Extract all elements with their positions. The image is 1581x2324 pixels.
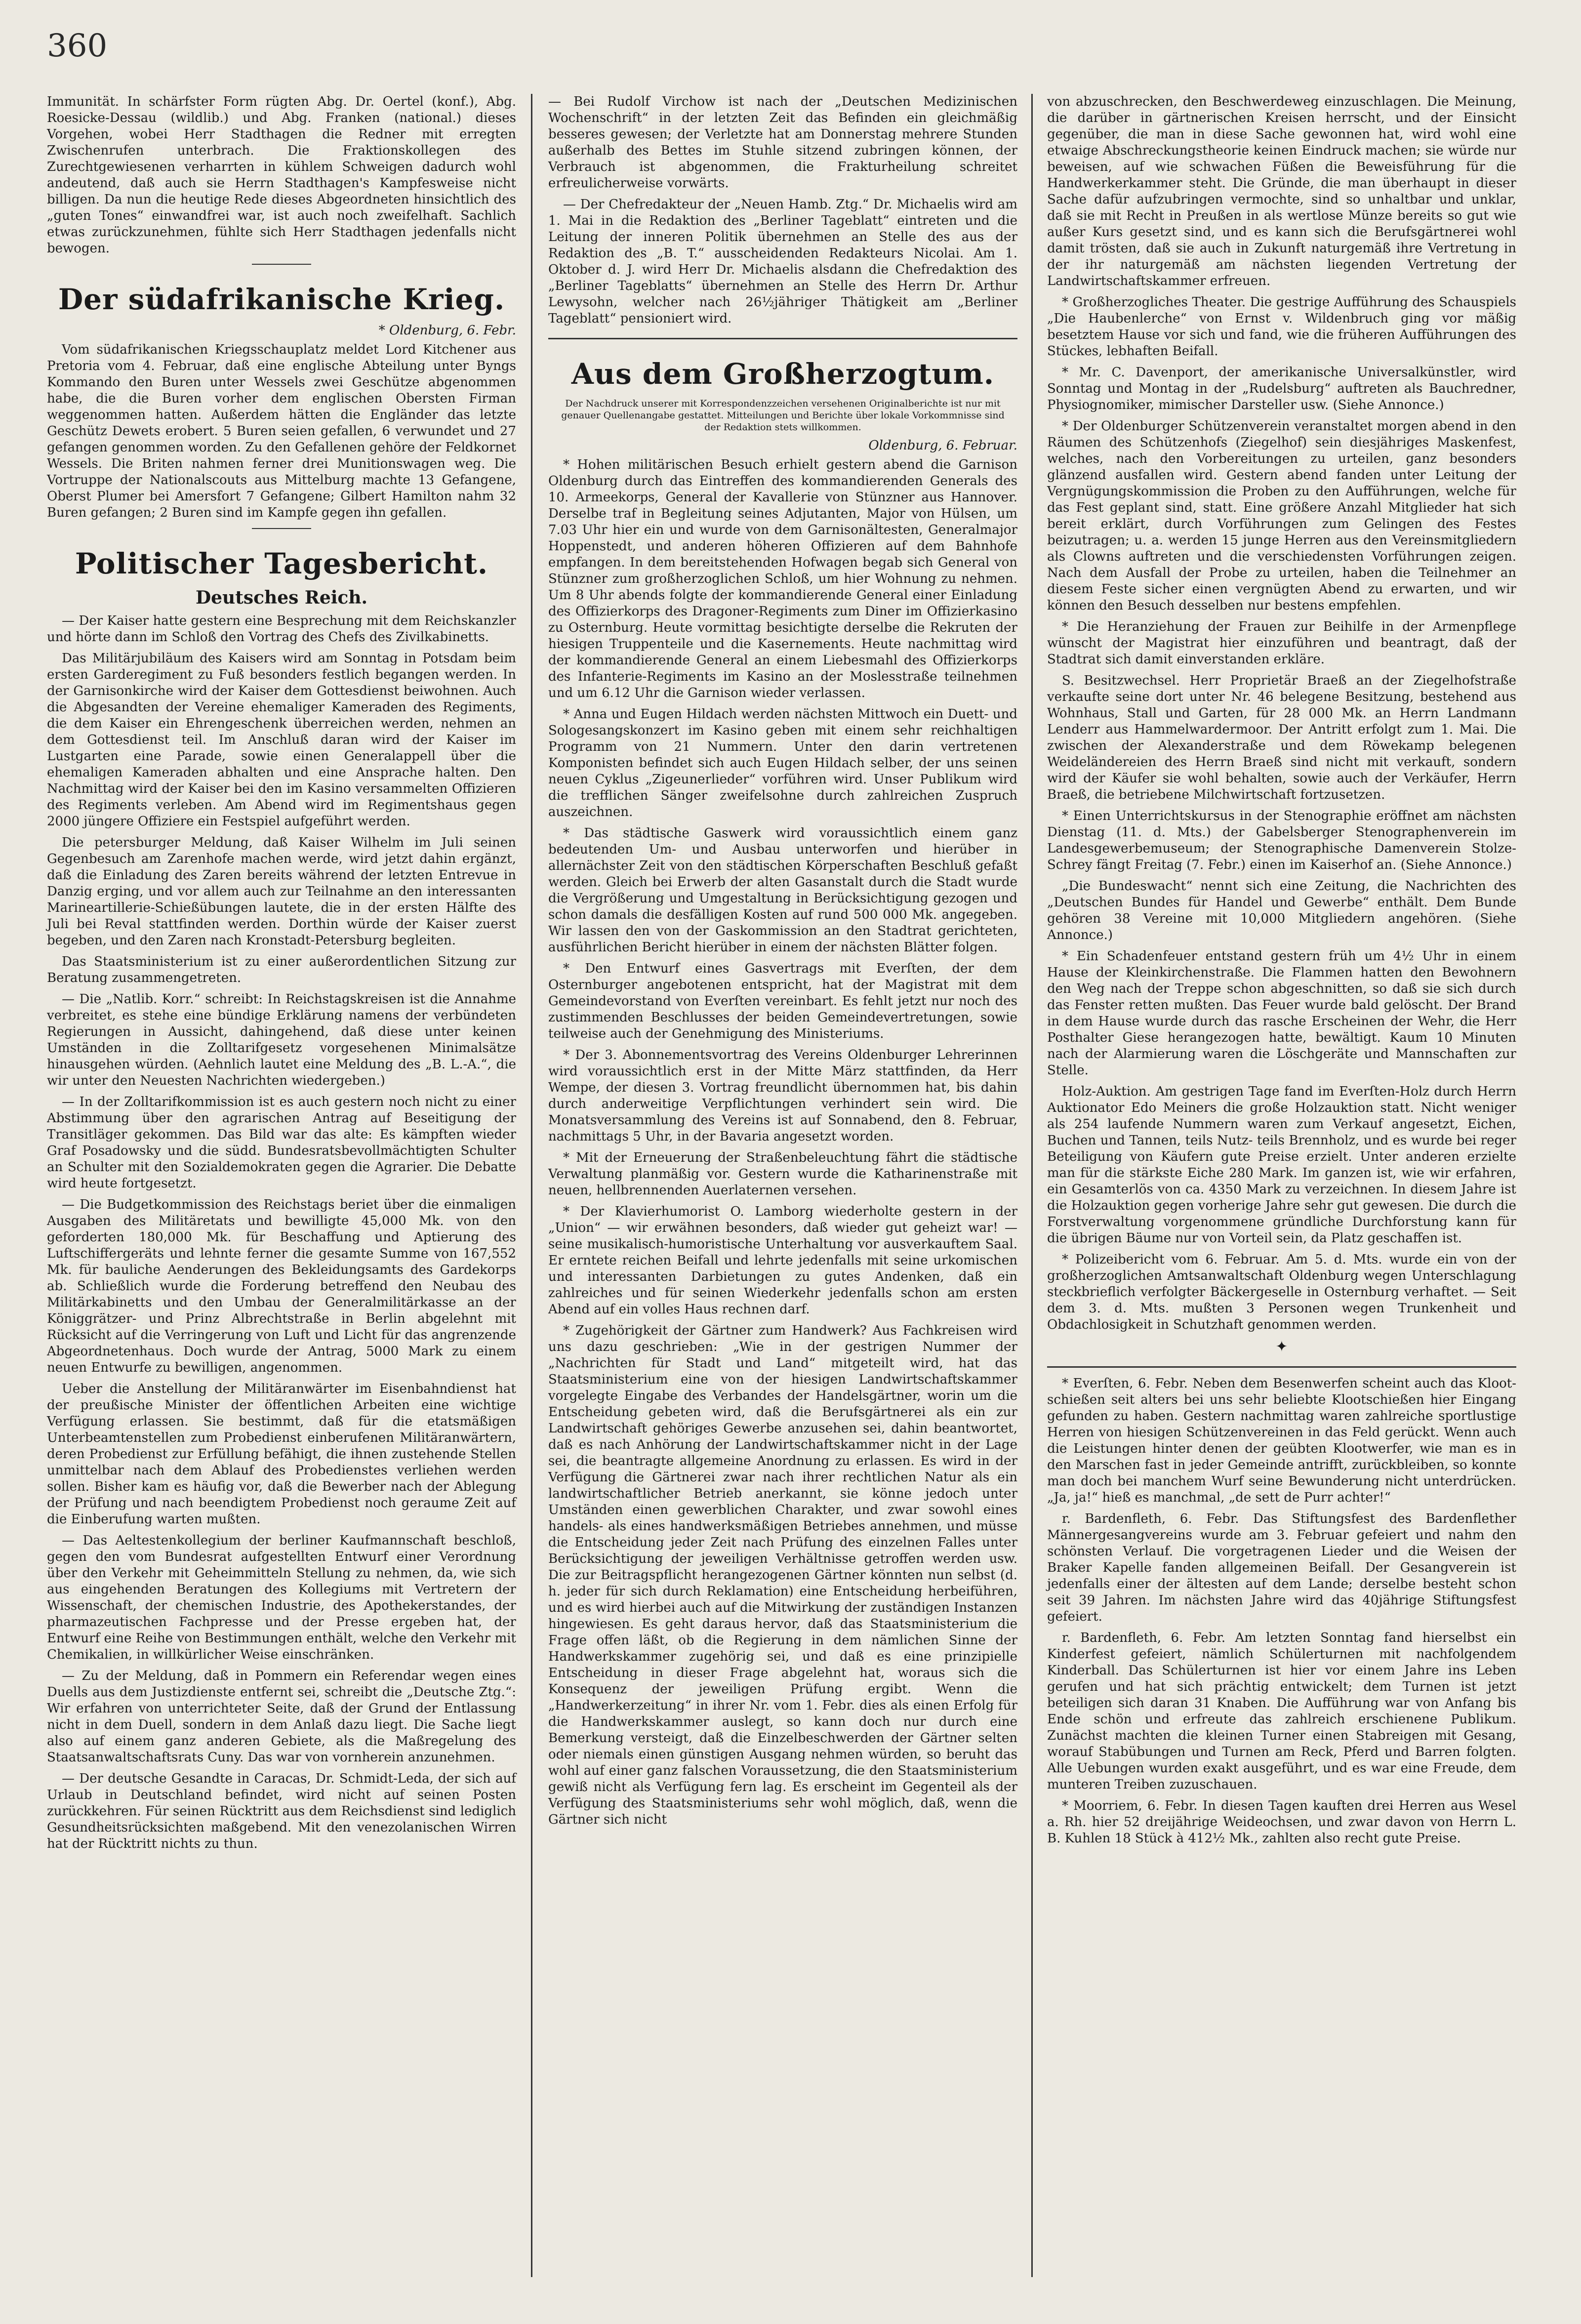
article-paragraph: — Die „Natlib. Korr.“ schreibt: In Reichstagskreisen ist die Annahme verbreitet, es stehe eine bündige Erklärung namens der verbündeten Regierungen in Aussicht, dahingehend, daß diese unter keinen Umständen in die Zolltarifgesetz vorgesehenen Minimalsätze hinausgehen würden. (Aehnlich lautet eine Meldung des „B. L.-A.“, die wir unter den Neuesten Nachrichten wiedergeben.): [47, 992, 516, 1088]
article-paragraph: * Die Heranziehung der Frauen zur Beihilfe in der Armenpflege wünscht der Magistrat hier einzuführen und beantragt, daß der Stadtrat sich damit einverstanden erkläre.: [1047, 619, 1516, 667]
ornament-divider: ✦: [1275, 1338, 1288, 1355]
dateline: Oldenburg, 6. Februar.: [868, 438, 1017, 453]
article-paragraph: Immunität. In schärfster Form rügten Abg. Dr. Oertel (konf.), Abg. Roesicke-Dessau (wildlib.) und Abg. Franken (national.) dieses Vorgehen, wobei Herr Stadthagen die Redner mit erregten Zwischenrufen unterbrach. Die Fraktionskollegen des Zurechtgewiesenen verharrten in kühlem Schweigen dadurch wohl andeutend, daß auch sie Herrn Stadthagen's Kampfesweise nicht billigen. Da nun die heutige Rede dieses Abgeordneten hinsichtlich des „guten Tones“ einwandfrei war, ist auch noch zweifelhaft. Sachlich etwas zurückzunehmen, fühlte sich Herr Stadthagen jedenfalls nicht bewogen.: [47, 94, 516, 256]
article-paragraph: — Die Budgetkommission des Reichstags beriet über die einmaligen Ausgaben des Militäretats und bewilligte 45,000 Mk. von den geforderten 180,000 Mk. für Beschaffung und Aptierung des Luftschiffergeräts und lehnte ferner die gesamte Summe von 167,552 Mk. für bauliche Aenderungen des Bekleidungsamts des Gardekorps ab. Schließlich wurde die Forderung betreffend den Neubau des Militärkabinetts und den Umbau der Generalmilitärkasse an der Königgrätzer- und Prinz Albrechtstraße in Berlin abgelehnt mit Rücksicht auf die Verringerung von Luft und Licht für das angrenzende Abgeordnetenhaus. Doch wurde der Antrag, 5000 Mark zu einem neuen Entwurfe zu bewilligen, angenommen.: [47, 1197, 516, 1375]
article-paragraph: Holz-Auktion. Am gestrigen Tage fand im Everſten-Holz durch Herrn Auktionator Edo Meiners die große Holzauktion statt. Nicht weniger als 254 laufende Nummern waren zum Verkauf angesetzt, Eichen, Buchen und Tannen, teils Nutz- teils Brennholz, und es wurde bei reger Beteiligung von Käufern gute Preise erzielt. Unter anderen erzielte man für die stärkste Eiche 280 Mark. Im ganzen ist, wie wir erfahren, ein Gesamterlös von ca. 4350 Mark zu verzeichnen. In diesem Jahre ist die Holzauktion gegen vorherige Jahre sehr gut gewesen. Die durch die Forstverwaltung vorgenommene gründliche Durchforstung kann für die übrigen Bäume nur von Vorteil sein, da Platz geschaffen ist.: [1047, 1084, 1516, 1246]
column-rule: [531, 94, 532, 2277]
article-paragraph: * Mit der Erneuerung der Straßenbeleuchtung fährt die städtische Verwaltung planmäßig vor. Gestern wurde die Katharinenstraße mit neuen, hellbrennenden Auerlaternen versehen.: [548, 1150, 1017, 1198]
divider: [252, 528, 311, 529]
column-rule: [1031, 94, 1033, 2277]
article-paragraph: * Zugehörigkeit der Gärtner zum Handwerk? Aus Fachkreisen wird uns dazu geschrieben: „Wie in der gestrigen Nummer der „Nachrichten für Stadt und Land“ mitgeteilt wird, hat das Staatsministerium eine von der hiesigen Landwirtschaftskammer vorgelegte Eingabe des Verbandes der Handelsgärtner, worin um die Entscheidung gebeten wird, daß die Berufsgärtnerei als ein zur Landwirtschaft gehöriges Gewerbe anzusehen sei, dahin beantwortet, daß es nach Anhörung der Landwirtschaftskammer nicht in der Lage sei, die beantragte allgemeine Anordnung zu erlassen. Es wird in der Verfügung die Gärtnerei zwar nach ihrer rechtlichen Natur als ein landwirtschaftlicher Betrieb anerkannt, sie könne jedoch unter Umständen einen gewerblichen Charakter, und zwar sowohl eines handels- als eines handwerksmäßigen Betriebes annehmen, und müsse die Entscheidung jeder Zeit nach Prüfung des einzelnen Falles unter Berücksichtigung der jeweiligen Verhältnisse getroffen werden usw. Die zur Beitragspflicht herangezogenen Gärtner könnten nun selbst (d. h. jeder für sich durch Reklamation) eine Entscheidung herbeiführen, und es wird hierbei auch auf die Mitwirkung der zuständigen Instanzen hingewiesen. Es geht daraus hervor, daß das Staatsministerium die Frage offen läßt, ob die Regierung in dem nämlichen Sinne der Handwerkskammer zugehörig sei, und daß es eine prinzipielle Entscheidung in dieser Frage abgelehnt hat, woraus sich die Konsequenz der jeweiligen Prüfung ergibt. Wenn die „Handwerkerzeitung“ in ihrer Nr. vom 1. Febr. dies als einen Erfolg für die Handwerkskammer auslegt, so kann doch nur durch eine Bemerkung versteigt, daß die Einzelbeschwerden der Gärtner selten oder niemals einen günstigen Ausgang nehmen würden, so beruht das wohl auf einer ganz falschen Voraussetzung, die den Staatsministerium gewiß nicht als Verfügung fern lag. Es erscheint im Gegenteil als der Verfügung des Staatsministeriums sehr wohl möglich, daß, wenn die Gärtner sich nicht: [548, 1323, 1017, 1827]
dateline: * Oldenburg, 6. Febr.: [378, 323, 516, 338]
article-paragraph: Das Staatsministerium ist zu einer außerordentlichen Sitzung zur Beratung zusammengetreten.: [47, 954, 516, 985]
article-paragraph: — Das Aeltestenkollegium der berliner Kaufmannschaft beschloß, gegen den vom Bundesrat aufgestellten Entwurf einer Verordnung über den Verkehr mit Geheimmitteln Stellung zu nehmen, da, wie sich aus eingehenden Beratungen des Kollegiums mit Vertretern der Wissenschaft, der chemischen Industrie, des Apothekerstandes, der pharmazeutischen Fachpresse und der Presse ergeben hat, der Entwurf eine Reihe von Bestimmungen enthält, welche den Verkehr mit Chemikalien, in willkürlicher Weise einschränken.: [47, 1533, 516, 1662]
article-paragraph: r. Bardenfleth, 6. Febr. Das Stiftungsfest des Bardenflether Männergesangvereins wurde am 3. Februar gefeiert und nahm den schönsten Verlauf. Die vorgetragenen Lieder und die Weisen der Braker Kapelle fanden allgemeinen Beifall. Der Gesangverein ist jedenfalls einer der ältesten auf dem Lande; derselbe besteht schon seit 39 Jahren. Im nächsten Jahre wird das 40jährige Stiftungsfest gefeiert.: [1047, 1511, 1516, 1624]
article-paragraph: * Einen Unterrichtskursus in der Stenographie eröffnet am nächsten Dienstag (11. d. Mts.) der Gabelsberger Stenographenverein im Landesgewerbemuseum; der Stenographische Damenverein Stolze-Schrey fängt Freitag (7. Febr.) einen im Kaiserhof an. (Siehe Annonce.): [1047, 809, 1516, 872]
article-paragraph: * Der Klavierhumorist O. Lamborg wiederholte gestern in der „Union“ — wir erwähnen besonders, daß wieder gut geheizt war! — seine musikalisch-humoristische Unterhaltung vor ausverkauftem Saal. Er erntete reichen Beifall und lehrte jedenfalls mit seine urkomischen und interessanten Darbietungen zu gutes Andenken, daß ein zahlreiches und für seinen Wiederkehr jedenfalls schon am ersten Abend auf ein volles Haus rechnen darf.: [548, 1204, 1017, 1317]
article-paragraph: r. Bardenfleth, 6. Febr. Am letzten Sonntag fand hierselbst ein Kinderfest gefeiert, nämlich Schülerturnen mit nachfolgendem Kinderball. Das Schülerturnen ist hier vor einem Jahre ins Leben gerufen und hat sich prächtig entwickelt; dem Turnen ist jetzt beteiligen sich daran 31 Knaben. Die Aufführung war von Anfang bis Ende schön und erfreute das zahlreich erschienene Publikum. Zunächst machten die kleinen Turner einen Stabreigen mit Gesang, worauf Stabübungen und Turnen am Reck, Pferd und Barren folgten. Alle Uebungen wurden exakt ausgeführt, und es war eine Freude, dem munteren Treiben zuzuschauen.: [1047, 1631, 1516, 1792]
article-paragraph: Die petersburger Meldung, daß Kaiser Wilhelm im Juli seinen Gegenbesuch am Zarenhofe machen werde, wird jetzt dahin ergänzt, daß die Einladung des Zaren bereits während der letzten Entrevue in Danzig erging, und vor allem auch zur Teilnahme an den interessanten Marineartillerie-Schießübungen lautete, die in der ersten Hälfte des Juli bei Reval stattfinden werden. Dorthin würde der Kaiser zuerst begeben, und den Zaren nach Kronstadt-Petersburg begleiten.: [47, 835, 516, 948]
article-paragraph: — Der Kaiser hatte gestern eine Besprechung mit dem Reichskanzler und hörte dann im Schloß den Vortrag des Chefs des Zivilkabinetts.: [47, 613, 516, 645]
article-paragraph: * Everſten, 6. Febr. Neben dem Besenwerfen scheint auch das Klootschießen seit alters bei uns sehr beliebte Klootschießen hier Eingang gefunden zu haben. Gestern nachmittag waren zahlreiche sportlustige Herren von hiesigen Schützenvereinen in das Feld gerückt. Wenn auch die Leistungen hinter denen der geübten Klootwerfer, wie man es in den Marschen fast in jeder Gemeinde antrifft, zurückbleiben, so konnte man doch bei manchem Wurf seine Bewunderung nicht unterdrücken. „Ja, ja!“ hieß es manchmal, „de sett de Purr achter!“: [1047, 1376, 1516, 1505]
article-paragraph: S. Besitzwechsel. Herr Proprietär Braeß an der Ziegelhofstraße verkaufte seine dort unter Nr. 46 belegene Besitzung, bestehend aus Wohnhaus, Stall und Garten, für 28 000 Mk. an Herrn Landmann Lenderr aus Hammelwardermoor. Der Antritt erfolgt zum 1. Mai. Die zwischen der Alexanderstraße und dem Röwekamp belegenen Weideländereien des Herrn Braeß sind nicht mit verkauft, sondern wird der Käufer sie wohl behalten, sowie auch der Verkäufer, Herrn Braeß, die betriebene Milchwirtschaft fortzusetzen.: [1047, 673, 1516, 802]
article-paragraph: — Zu der Meldung, daß in Pommern ein Referendar wegen eines Duells aus dem Justizdienste entfernt sei, schreibt die „Deutsche Ztg.“: Wir erfahren von unterrichteter Seite, daß der Grund der Entlassung nicht in dem Duell, sondern in dem Anlaß dazu liegt. Die Sache liegt also auf einem ganz anderen Gebiete, als die Maßregelung des Staatsanwaltschaftsrats Cuny. Das war von vornherein anzunehmen.: [47, 1669, 516, 1765]
section-heading: Aus dem Großherzogtum.: [571, 357, 995, 391]
divider: [548, 338, 1017, 339]
article-paragraph: Das Militärjubiläum des Kaisers wird am Sonntag in Potsdam beim ersten Garderegiment zu Fuß besonders festlich begangen werden. In der Garnisonkirche wird der Kaiser dem Gottesdienst beiwohnen. Auch die Abgesandten der Vereine ehemaliger Kameraden des Regiments, die dem Kaiser ein Ehrengeschenk überreichen werden, nehmen an dem Gottesdienst teil. Im Anschluß daran wird der Kaiser im Lustgarten eine Parade, sowie einen Generalappell über die ehemaligen Kameraden abhalten und eine Ansprache halten. Den Nachmittag wird der Kaiser bei den im Kasino versammelten Offizieren des Regiments verleben. Am Abend wird im Regimentshaus gegen 2000 jüngere Offiziere ein Festspiel aufgeführt werden.: [47, 651, 516, 829]
article-paragraph: — Bei Rudolf Virchow ist nach der „Deutschen Medizinischen Wochenschrift“ in der letzten Zeit das Befinden ein gleichmäßig besseres gewesen; der Verletzte hat am Donnerstag mehrere Stunden außerhalb des Bettes im Stuhle sitzend zubringen können, der Verbrauch ist abgenommen, die Frakturheilung schreitet erfreulicherweise vorwärts.: [548, 94, 1017, 191]
article-paragraph: „Die Bundeswacht“ nennt sich eine Zeitung, die Nachrichten des „Deutschen Bundes für Handel und Gewerbe“ enthält. Dem Bunde gehören 38 Vereine mit 10,000 Mitgliedern angehören. (Siehe Annonce.): [1047, 879, 1516, 942]
reprint-notice: Der Nachdruck unserer mit Korrespondenzzeichen versehenen Originalberichte ist nur mit genauer Quellenangabe gestattet. Mitteilungen und Berichte über lokale Vorkommnisse sind der Redaktion stets willkommen.: [561, 398, 1005, 433]
article-paragraph: — Der deutsche Gesandte in Caracas, Dr. Schmidt-Leda, der sich auf Urlaub in Deutschland befindet, wird nicht auf seinen Posten zurückkehren. Für seinen Rücktritt aus dem Reichsdienst sind lediglich Gesundheitsrücksichten maßgebend. Mit den venezolanischen Wirren hat der Rücktritt nichts zu thun.: [47, 1771, 516, 1851]
section-heading: Politischer Tagesbericht.: [75, 547, 488, 580]
article-paragraph: * Moorriem, 6. Febr. In diesen Tagen kauften drei Herren aus Wesel a. Rh. hier 52 dreijährige Weideochsen, und zwar davon von Herrn L. B. Kuhlen 18 Stück à 412½ Mk., zahlten also recht gute Preise.: [1047, 1798, 1516, 1846]
section-heading: Der südafrikanische Krieg.: [58, 283, 505, 316]
right-column: [1047, 94, 1516, 1852]
article-paragraph: Ueber die Anstellung der Militäranwärter im Eisenbahndienst hat der preußische Minister der öffentlichen Arbeiten eine wichtige Verfügung erlassen. Sie bestimmt, daß für die etatsmäßigen Unterbeamtenstellen zum Probedienst einberufenen Militäranwärtern, deren Probedienst zur Erfüllung befähigt, die ihnen zustehende Stellen unmittelbar nach dem Ablauf des Probedienstes verliehen werden sollen. Bisher kam es häufig vor, daß die Bewerber nach der Ablegung der Prüfung und nach beendigtem Probedienst noch geraume Zeit auf die Einberufung warten mußten.: [47, 1382, 516, 1527]
left-column: [47, 94, 516, 1857]
article-paragraph: * Ein Schadenfeuer entstand gestern früh um 4½ Uhr in einem Hause der Kleinkirchenstraße. Die Flammen hatten den Bewohnern den Weg nach der Treppe schon abgeschnitten, so daß sie sich durch das Fenster retten mußten. Das Feuer wurde bald gelöscht. Der Brand in dem Hause wurde durch das rasche Erscheinen der Wehr, die Herr Posthalter Giese herangezogen hatte, bewältigt. Kaum 10 Minuten nach der Alarmierung waren die Löschgeräte und Mannschaften zur Stelle.: [1047, 949, 1516, 1078]
article-paragraph: * Polizeibericht vom 6. Februar. Am 5. d. Mts. wurde ein von der großherzoglichen Amtsanwaltschaft Oldenburg wegen Unterschlagung steckbrieflich verfolgter Bäckergeselle in Osternburg verhaftet. — Seit dem 3. d. Mts. mußten 3 Personen wegen Trunkenheit und Obdachlosigkeit in Schutzhaft genommen werden.: [1047, 1252, 1516, 1332]
article-paragraph: * Großherzogliches Theater. Die gestrige Aufführung des Schauspiels „Die Haubenlerche“ von Ernst v. Wildenbruch ging vor mäßig besetztem Hause vor sich und fand, wie die früheren Aufführungen des Stückes, lebhaften Beifall.: [1047, 295, 1516, 359]
article-paragraph: * Der Oldenburger Schützenverein veranstaltet morgen abend in den Räumen des Schützenhofs (Ziegelhof) sein diesjähriges Maskenfest, welches, nach den Vorbereitungen zu urteilen, ganz besonders glänzend ausfallen wird. Gestern abend fanden unter Leitung der Vergnügungskommission die Proben zu den Aufführungen, welche für das Fest geplant sind, statt. Eine größere Anzahl Mitglieder hat sich bereit erklärt, durch Vorführungen zum Gelingen des Festes beizutragen; u. a. werden 15 junge Herren aus den Vereinsmitgliedern als Clowns auftreten und die verschiedensten Vorführungen zeigen. Nach dem Ausfall der Probe zu urteilen, haben die Teilnehmer an diesem Feste sicher einen vergnügten Abend zu erwarten, und wir können den Besuch desselben nur bestens empfehlen.: [1047, 419, 1516, 613]
divider: [252, 264, 311, 265]
article-paragraph: * Der 3. Abonnementsvortrag des Vereins Oldenburger Lehrerinnen wird voraussichtlich erst in der Mitte März stattfinden, da Herr Wempe, der diesen 3. Vortrag freundlicht übernommen hat, bis dahin durch anderweitige Verpflichtungen verhindert sein wird. Die Monatsversammlung des Vereins ist auf Sonnabend, den 8. Februar, nachmittags 5 Uhr, in der Bavaria angesetzt worden.: [548, 1048, 1017, 1144]
article-paragraph: Vom südafrikanischen Kriegsschauplatz meldet Lord Kitchener aus Pretoria vom 4. Februar, daß eine englische Abteilung unter Byngs Kommando den Buren unter Wessels zwei Geschütze abgenommen habe, die die Buren vorher dem englischen Obersten Firman weggenommen hatten. Außerdem hätten die Engländer das letzte Geschütz Dewets erobert. 5 Buren seien gefallen, 6 verwundet und 27 gefangen genommen worden. Zu den Gefallenen gehöre der Feldkornet Wessels. Die Briten nahmen ferner drei Munitionswagen weg. Die Vortruppe der Nationalscouts aus Mittelburg machte 13 Gefangene, Oberst Plumer bei Amersfort 7 Gefangene; Gilbert Hamilton nahm 32 Buren gefangen; 2 Buren sind im Kampfe gegen ihn gefallen.: [47, 342, 516, 520]
page-number: 360: [47, 28, 108, 64]
sub-heading: Deutsches Reich.: [195, 587, 368, 608]
article-paragraph: * Das städtische Gaswerk wird voraussichtlich einem ganz bedeutenden Um- und Ausbau unterworfen und hierüber in allernächster Zeit von den städtischen Körperschaften Beschluß gefaßt werden. Gleich bei Erwerb der alten Gasanstalt durch die Stadt wurde die Vergrößerung und Umgestaltung in Berücksichtigung gezogen und schon damals die desfälligen Kosten auf rund 500 000 Mk. angegeben. Wir lassen den von der Gaskommission an den Stadtrat gerichteten, ausführlichen Bericht hierüber in einem der nächsten Blätter folgen.: [548, 826, 1017, 955]
article-paragraph: * Den Entwurf eines Gasvertrags mit Everſten, der dem Osternburger angebotenen entspricht, hat der Magistrat mit dem Gemeindevorstand von Everſten vereinbart. Es fehlt jetzt nur noch des zustimmenden Beschlusses der beiden Gemeindevertretungen, sowie teilweise auch der Genehmigung des Ministeriums.: [548, 961, 1017, 1041]
middle-column: [548, 94, 1017, 1833]
article-paragraph: * Mr. C. Davenport, der amerikanische Universalkünstler, wird Sonntag und Montag in der „Rudelsburg“ auftreten als Bauchredner, Physiognomiker, mimischer Darsteller usw. (Siehe Annonce.): [1047, 365, 1516, 412]
article-paragraph: von abzuschrecken, den Beschwerdeweg einzuschlagen. Die Meinung, die darüber in gärtnerischen Kreisen herrscht, und der Einsicht gegenüber, die man in diese Sache gewonnen hat, wird wohl eine etwaige Abschreckungstheorie keinen Eindruck machen; sie würde nur beweisen, auf wie schwachen Füßen die Beweisführung für die Handwerkerkammer steht. Die Gründe, die man überhaupt in dieser Sache dafür aufzubringen vermochte, sind so unhaltbar und unklar, daß sie mit Recht in Preußen in als wertlose Münze bereits so gut wie außer Kurs gesetzt sind, und es kann sich die Berufsgärtnerei wohl damit trösten, daß sie auch in Zukunft naturgemäß ihre Vertretung in der ihr naturgemäß am nächsten liegenden Vertretung der Landwirtschaftskammer erfreuen.: [1047, 94, 1516, 288]
article-paragraph: * Anna und Eugen Hildach werden nächsten Mittwoch ein Duett- und Sologesangskonzert im Kasino geben mit einem sehr reichhaltigen Programm von 21 Nummern. Unter den darin vertretenen Komponisten befindet sich auch Eugen Hildach selber, der uns seinen neuen Cyklus „Zigeunerlieder“ vorführen wird. Unser Publikum wird die trefflichen Sänger zweifelsohne durch zahlreichen Zuspruch auszeichnen.: [548, 707, 1017, 819]
article-paragraph: — Der Chefredakteur der „Neuen Hamb. Ztg.“ Dr. Michaelis wird am 1. Mai in die Redaktion des „Berliner Tageblatt“ eintreten und die Leitung der inneren Politik übernehmen an Stelle des aus der Redaktion des „B. T.“ ausscheidenden Redakteurs Nicolai. Am 1. Oktober d. J. wird Herr Dr. Michaelis alsdann die Chefredaktion des „Berliner Tageblatts“ übernehmen an Stelle des Herrn Dr. Arthur Lewysohn, welcher nach 26½jähriger Thätigkeit am „Berliner Tageblatt“ pensioniert wird.: [548, 197, 1017, 326]
article-paragraph: — In der Zolltarifkommission ist es auch gestern noch nicht zu einer Abstimmung über den agrarischen Antrag auf Beseitigung der Transitläger gekommen. Das Bild war das alte: Es kämpften wieder Graf Posadowsky und die südd. Bundesratsbevollmächtigten Schulter an Schulter mit den Sozialdemokraten gegen die Agrarier. Die Debatte wird heute fortgesetzt.: [47, 1095, 516, 1191]
divider: [1047, 1366, 1516, 1368]
article-paragraph: * Hohen militärischen Besuch erhielt gestern abend die Garnison Oldenburg durch das Eintreffen des kommandierenden Generals des 10. Armeekorps, General der Kavallerie von Stünzner aus Hannover. Derselbe traf in Begleitung seines Adjutanten, Major von Hülsen, um 7.03 Uhr hier ein und wurde von dem Garnisonältesten, Generalmajor Hoppenstedt, und anderen höheren Offizieren auf dem Bahnhofe empfangen. In dem bereitstehenden Hofwagen begab sich General von Stünzner zum großherzoglichen Schloß, um hier Wohnung zu nehmen. Um 8 Uhr abends folgte der kommandierende General einer Einladung des Offizierkorps des Dragoner-Regiments zum Diner im Offizierkasino zu Osternburg. Heute vormittag besichtigte derselbe die Rekruten der hiesigen Truppenteile und die Kasernements. Heute nachmittag wird der kommandierende General an einem Liebesmahl des Offizierkorps des Infanterie-Regiments im Kasino an der Moslesstraße teilnehmen und um 6.12 Uhr die Garnison wieder verlassen.: [548, 457, 1017, 700]
